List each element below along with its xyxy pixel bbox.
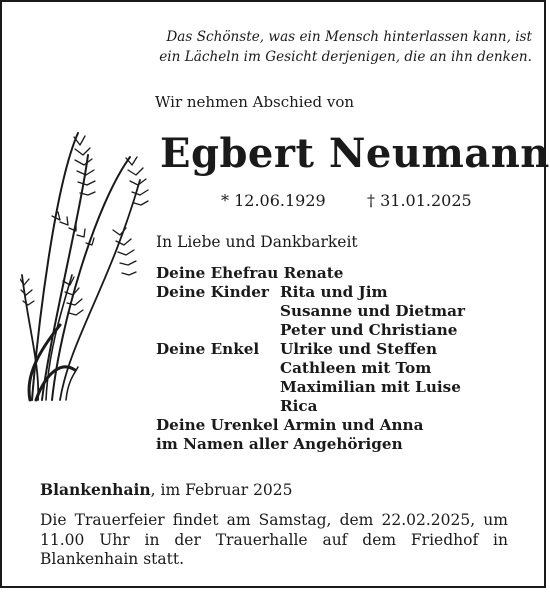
memorial-quote	[112, 27, 532, 67]
deceased-name: Egbert Neumann	[160, 130, 550, 177]
list-item: Susanne und Dietmar	[280, 302, 465, 320]
service-info: Die Trauerfeier findet am Samstag, dem 22.02.2025, um 11.00 Uhr in der Trauerhalle auf dem Friedhof in Blankenhain statt.	[40, 511, 508, 568]
grain-stalks-icon	[20, 125, 170, 405]
spouse-line: Deine Ehefrau Renate	[156, 264, 344, 282]
town-name: Blankenhain	[40, 480, 151, 499]
list-item: Rita und Jim	[280, 283, 388, 301]
children-list	[280, 283, 465, 340]
children-label: Deine Kinder	[156, 283, 269, 301]
grandchildren-row	[156, 340, 465, 416]
quote-line-1: Das Schönste, was ein Mensch hinterlassen kann, ist	[166, 29, 532, 45]
birth-date: * 12.06.1929	[221, 191, 326, 210]
grandchildren-list	[280, 340, 461, 416]
family-list	[156, 264, 465, 454]
list-item: Rica	[280, 397, 318, 415]
death-date: † 31.01.2025	[367, 191, 472, 210]
intro-text: Wir nehmen Abschied von	[155, 93, 355, 111]
grandchildren-label: Deine Enkel	[156, 340, 260, 358]
list-item: Ulrike und Steffen	[280, 340, 438, 358]
place-date-line	[40, 480, 293, 499]
children-row	[156, 283, 465, 340]
love-line: In Liebe und Dankbarkeit	[156, 233, 358, 251]
list-item: Cathleen mit Tom	[280, 359, 432, 377]
relatives-line: im Namen aller Angehörigen	[156, 435, 403, 453]
list-item: Maximilian mit Luise	[280, 378, 461, 396]
quote-line-2: ein Lächeln im Gesicht derjenigen, die an ihn denken.	[159, 49, 532, 65]
list-item: Peter und Christiane	[280, 321, 458, 339]
great-grandchildren-line: Deine Urenkel Armin und Anna	[156, 416, 424, 434]
notice-date: , im Februar 2025	[150, 481, 293, 499]
